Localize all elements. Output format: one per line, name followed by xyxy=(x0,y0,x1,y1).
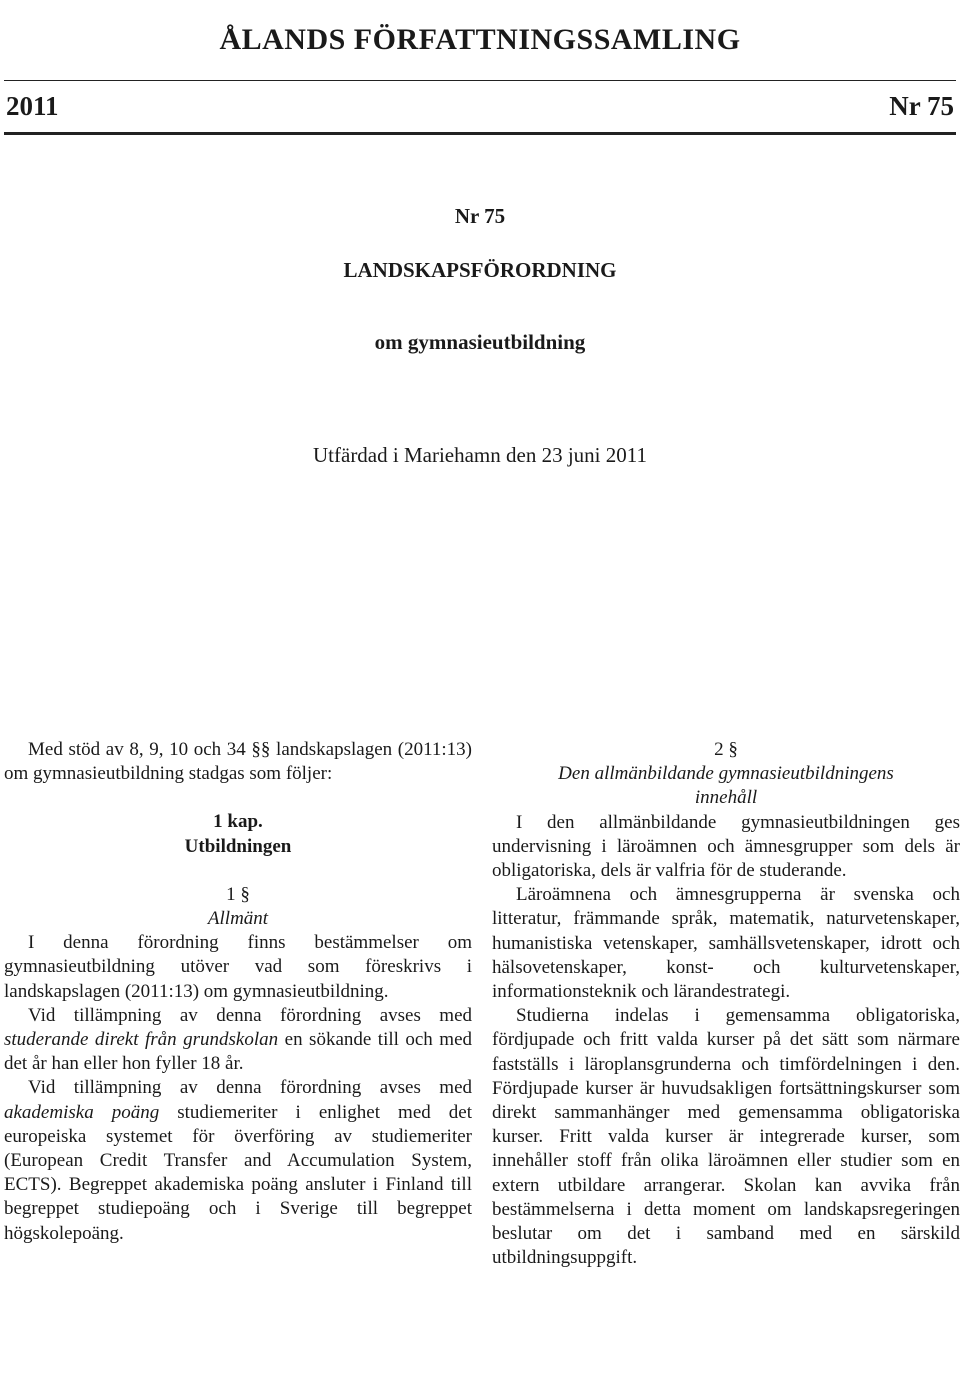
section-1-paragraph-3 xyxy=(4,1076,472,1245)
section-2-paragraph-1: I den allmänbildande gymnasieutbildningen ges undervisning i läroämnen och ämnesgrupper som dels är obligatoriska, dels är valfria för de studerande. xyxy=(492,811,960,882)
regulation-subject: om gymnasieutbildning xyxy=(374,330,586,354)
section-1-title: Allmänt xyxy=(207,908,269,930)
header-rule-bottom xyxy=(4,132,956,135)
paragraph-text: studiemeriter i enlighet med det europeiska systemet för överföring av studiemeriter (European Credit Transfer and Accumulation System, ECTS). Begreppet akademiska poäng ansluter i Finland till begreppet studiepoäng och i Sverige till begreppet högskolepoäng. xyxy=(4,1101,472,1244)
section-2-number: 2 § xyxy=(714,739,738,760)
header-rule-top xyxy=(4,80,956,81)
regulation-number: Nr 75 xyxy=(454,204,506,228)
issue-statement: Utfärdad i Mariehamn den 23 juni 2011 xyxy=(313,443,647,467)
regulation-type: LANDSKAPSFÖRORDNING xyxy=(343,258,617,282)
defined-term: akademiska poäng xyxy=(4,1101,160,1123)
defined-term: studerande direkt från grundskolan xyxy=(4,1029,279,1051)
section-1-paragraph-2 xyxy=(4,1004,472,1077)
section-2-title: Den allmänbildande gymnasieutbildningens innehåll xyxy=(558,763,894,809)
preamble: Med stöd av 8, 9, 10 och 34 §§ landskapslagen (2011:13) om gymnasieutbildning stadgas som följer: xyxy=(4,739,472,785)
chapter-title: Utbildningen xyxy=(184,835,292,857)
publication-title: ÅLANDS FÖRFATTNINGSSAMLING xyxy=(219,23,741,56)
chapter-number: 1 kap. xyxy=(213,811,263,833)
paragraph-text: en sökande till och med det år han eller hon fyller 18 år. xyxy=(4,1029,473,1075)
right-column xyxy=(492,738,960,1270)
section-1-paragraph-1: I denna förordning finns bestämmelser om gymnasieutbildning utöver vad som föreskrivs i landskapslagen (2011:13) om gymnasieutbildning. xyxy=(4,932,472,1002)
section-2-paragraph-3: Studierna indelas i gemensamma obligatoriska, fördjupade och fritt valda kurser på det sätt som närmare fastställs i läroplansgrunderna och timfördelningen i den. Fördjupade kurser är huvudsakligen fortsättningskurser som direkt sammanhänger med gemensamma obligatoriska kurser. Fritt valda kurser är integrerade kurser, som innehåller stoff från olika läroämnen eller studier som en extern utbildare arrangerar. Skolan kan avvika från bestämmelserna i detta moment om landskapsregeringen beslutar om det i samband med en särskild utbildningsuppgift. xyxy=(492,1005,960,1269)
section-2-paragraph-2: Läroämnena och ämnesgrupperna är svenska och litteratur, främmande språk, matematik, naturvetenskaper, humanistiska vetenskaper, samhällsvetenskaper, idrott och hälsovetenskaper, konst- och kulturvetenskaper, informationsteknik och lärandestrategi. xyxy=(492,884,960,1003)
left-column xyxy=(4,738,472,1246)
section-1-number: 1 § xyxy=(226,883,250,905)
publication-number: Nr 75 xyxy=(889,91,954,121)
paragraph-text: Vid tillämpning av denna förordning avses med xyxy=(28,1077,472,1099)
publication-year: 2011 xyxy=(6,91,59,121)
paragraph-text: Vid tillämpning av denna förordning avses med xyxy=(28,1004,472,1026)
